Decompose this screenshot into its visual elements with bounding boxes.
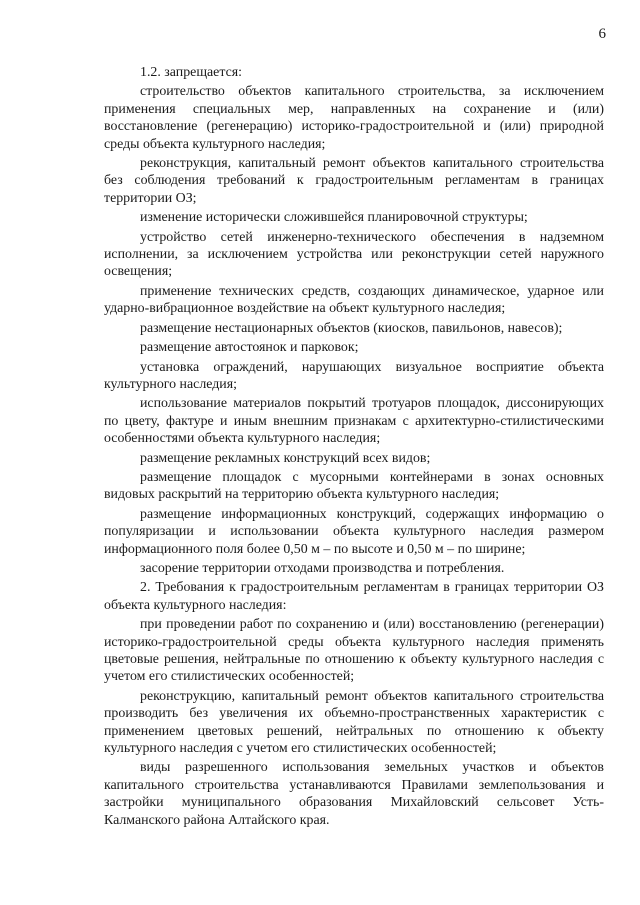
prohibition-item: засорение территории отходами производства и потребления.	[140, 560, 505, 576]
document-body	[104, 64, 604, 831]
page-number: 6	[598, 26, 606, 42]
prohibition-item: устройство сетей инженерно-технического обеспечения в надземном исполнении, за исключением устройства или реконструкции сетей наружного освещения;	[104, 229, 604, 280]
prohibition-item: изменение исторически сложившейся планировочной структуры;	[140, 210, 528, 226]
requirement-item: виды разрешенного использования земельных участков и объектов капитального строительства устанавливаются Правилами землепользования и застройки муниципального образования Михайловский сельсовет Усть-Калманского района Алтайского края.	[104, 760, 604, 828]
section-2-heading: 2. Требования к градостроительным регламентам в границах территории ОЗ объекта культурного наследия:	[104, 580, 604, 613]
prohibition-item: использование материалов покрытий тротуаров площадок, диссонирующих по цвету, фактуре и иным внешним признакам с архитектурно-стилистическими особенностями объекта культурного наследия;	[104, 396, 604, 447]
prohibition-item: реконструкция, капитальный ремонт объектов капитального строительства без соблюдения требований к градостроительным регламентам в границах территории ОЗ;	[104, 156, 604, 206]
prohibition-item: размещение рекламных конструкций всех видов;	[140, 450, 431, 466]
prohibition-item: размещение информационных конструкций, содержащих информацию о популяризации и использовании объекта культурного наследия размером информационного поля более 0,50 м – по высоте и 0,50 м – по ширине;	[104, 506, 604, 557]
prohibition-item: применение технических средств, создающих динамическое, ударное или ударно-вибрационное воздействие на объект культурного наследия;	[104, 283, 604, 317]
prohibition-item: установка ограждений, нарушающих визуальное восприятие объекта культурного наследия;	[104, 359, 604, 392]
prohibition-item: размещение нестационарных объектов (киосков, павильонов, навесов);	[140, 320, 563, 336]
prohibition-item: размещение автостоянок и парковок;	[140, 340, 359, 356]
requirement-item: при проведении работ по сохранению и (или) восстановлению (регенерации) историко-градостроительной среды объекта культурного наследия применять цветовые решения, нейтральные по отношению к объекту культурного наследия с учетом его стилистических особенностей;	[104, 617, 604, 685]
section-1-2-heading: 1.2. запрещается:	[140, 65, 243, 80]
prohibition-item: строительство объектов капитального строительства, за исключением применения специальных мер, направленных на сохранение и (или) восстановление (регенерацию) историко-градостроительной и (или) природной среды объекта культурного наследия;	[104, 84, 604, 152]
requirement-item: реконструкцию, капитальный ремонт объектов капитального строительства производить без увеличения их объемно-пространственных характеристик с применением цветовых решений, нейтральных по отношению к объекту культурного наследия с учетом его стилистических особенностей;	[104, 688, 604, 757]
prohibition-item: размещение площадок с мусорными контейнерами в зонах основных видовых раскрытий на территорию объекта культурного наследия;	[104, 469, 604, 503]
